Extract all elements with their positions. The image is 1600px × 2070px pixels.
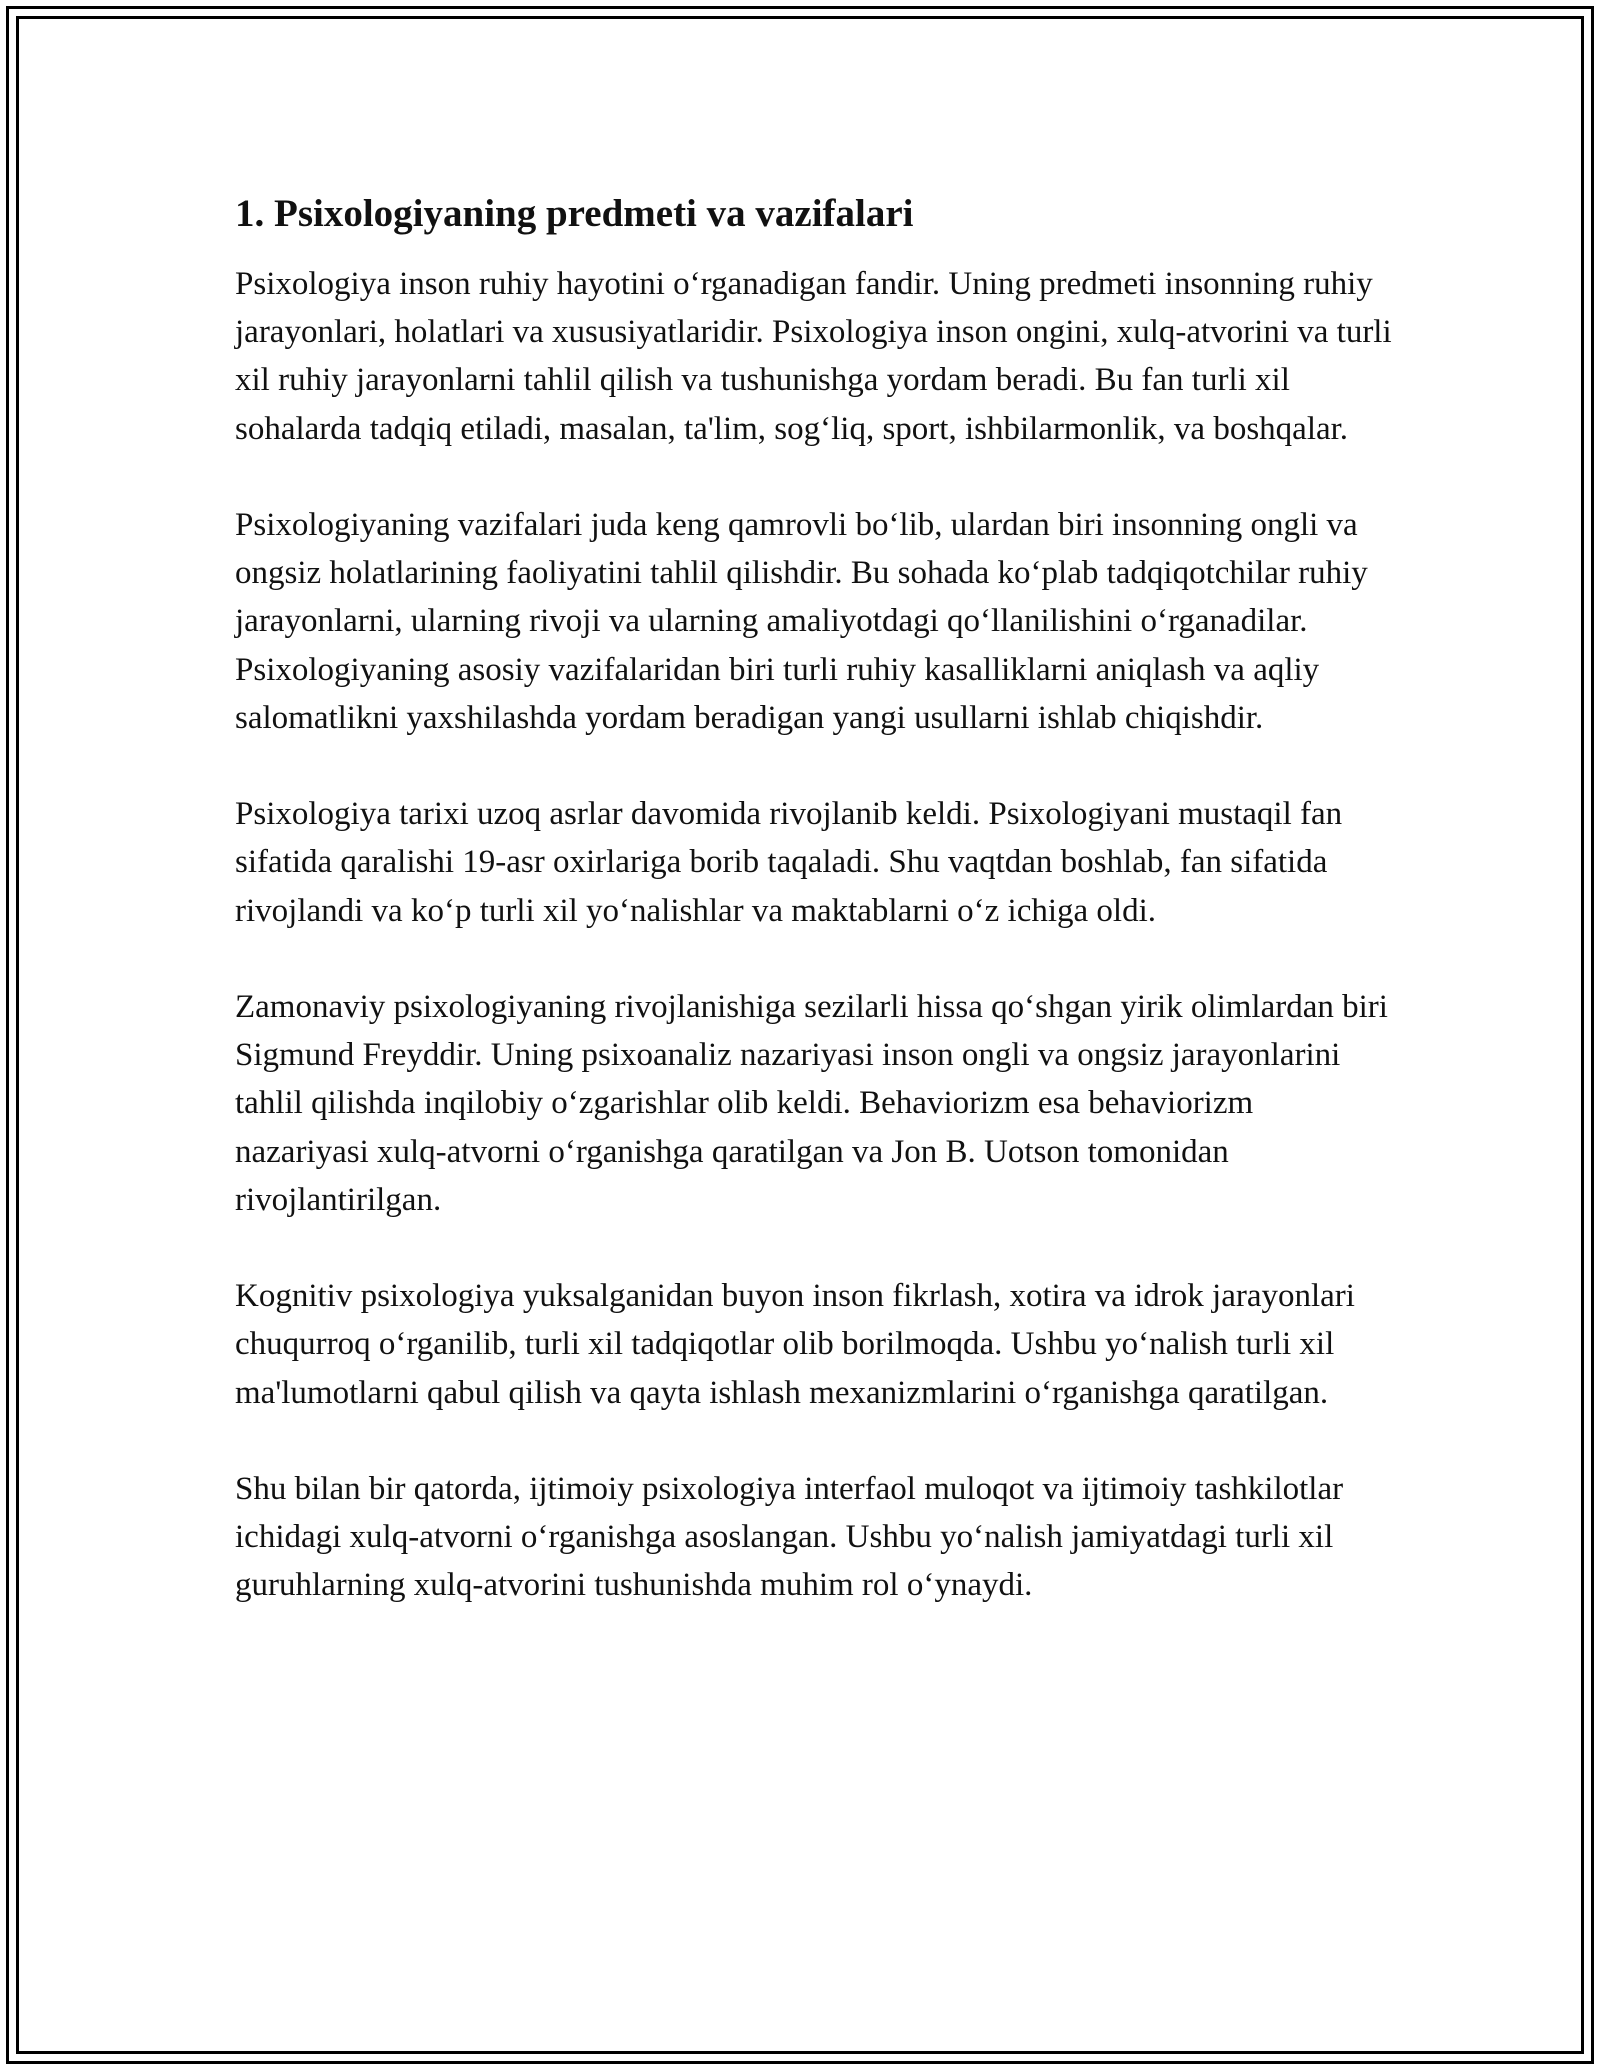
paragraph-tasks: Psixologiyaning vazifalari juda keng qamrovli bo‘lib, ulardan biri insonning ongli va ongsiz holatlarining faoliyatini tahlil qilishdir. Bu sohada ko‘plab tadqiqotchilar ruhiy jarayonlarni, ularning rivoji va ularning amaliyotdagi qo‘llanilishini o‘rganadilar. Psixologiyaning asosiy vazifalaridan biri turli ruhiy kasalliklarni aniqlash va aqliy salomatlikni yaxshilashda yordam beradigan yangi usullarni ishlab chiqishdir.	[235, 507, 1368, 736]
paragraph-social: Shu bilan bir qatorda, ijtimoiy psixologiya interfaol muloqot va ijtimoiy tashkilotlar ichidagi xulq-atvorni o‘rganishga asoslangan. Ushbu yo‘nalish jamiyatdagi turli xil guruhlarning xulq-atvorini tushunishda muhim rol o‘ynaydi.	[235, 1471, 1344, 1604]
paragraph-modern: Zamonaviy psixologiyaning rivojlanishiga sezilarli hissa qo‘shgan yirik olimlardan biri Sigmund Freyddir. Uning psixoanaliz nazariyasi inson ongli va ongsiz jarayonlarini tahlil qilishda inqilobiy o‘zgarishlar olib keldi. Behaviorizm esa behaviorizm nazariyasi xulq-atvorni o‘rganishga qaratilgan va Jon B. Uotson tomonidan rivojlantirilgan.	[235, 989, 1388, 1218]
paragraph-cognitive: Kognitiv psixologiya yuksalganidan buyon inson fikrlash, xotira va idrok jarayonlari chuqurroq o‘rganilib, turli xil tadqiqotlar olib borilmoqda. Ushbu yo‘nalish turli xil ma'lumotlarni qabul qilish va qayta ishlash mexanizmlarini o‘rganishga qaratilgan.	[235, 1278, 1355, 1411]
document-body	[235, 186, 1395, 1658]
paragraph-history: Psixologiya tarixi uzoq asrlar davomida rivojlanib keldi. Psixologiyani mustaqil fan sifatida qaralishi 19-asr oxirlariga borib taqaladi. Shu vaqtdan boshlab, fan sifatida rivojlandi va ko‘p turli xil yo‘nalishlar va maktablarni o‘z ichiga oldi.	[235, 796, 1343, 929]
paragraph-subject: Psixologiya inson ruhiy hayotini o‘rganadigan fandir. Uning predmeti insonning ruhiy jarayonlari, holatlari va xususiyatlaridir. Psixologiya inson ongini, xulq-atvorini va turli xil ruhiy jarayonlarni tahlil qilish va tushunishga yordam beradi. Bu fan turli xil sohalarda tadqiq etiladi, masalan, ta'lim, sog‘liq, sport, ishbilarmonlik, va boshqalar.	[235, 266, 1392, 447]
document-title: 1. Psixologiyaning predmeti va vazifalari	[235, 192, 914, 235]
